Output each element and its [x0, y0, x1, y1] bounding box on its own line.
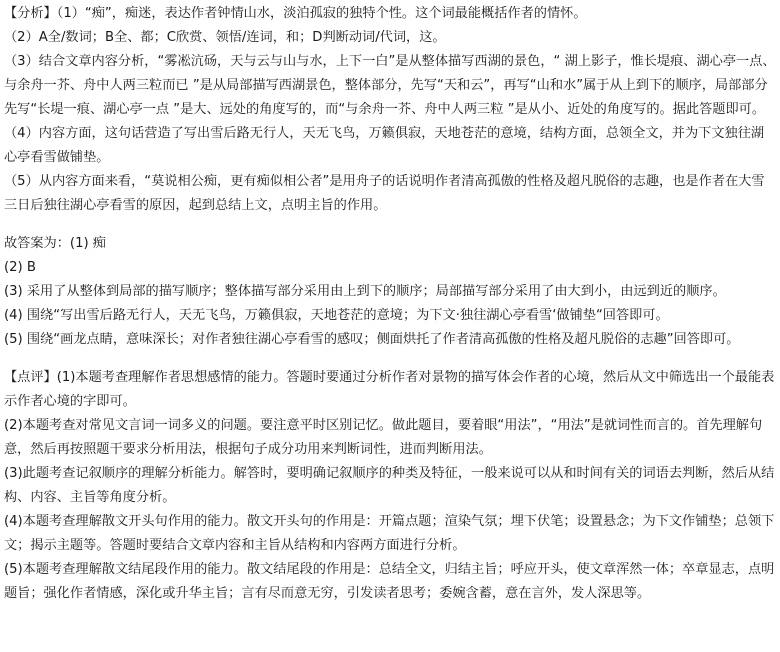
spacer — [4, 218, 776, 232]
comment-paragraph-2: (2)本题考查对常见文言词一词多义的问题。要注意平时区别记忆。做此题目，要着眼“用法”，“用法”是就词性而言的。首先理解句意，然后再按照题干要求分析用法，根据句子成分功用来判断词性，进而判断用法。 — [4, 418, 763, 457]
comment-paragraph-1: 【点评】(1)本题考查理解作者思想感情的能力。答题时要通过分析作者对景物的描写体会作者的心境，然后从文中筛选出一个最能表示作者心境的字即可。 — [4, 370, 775, 409]
answer-line-4: (4) 围绕“写出雪后路无行人，天无飞鸟，万籁俱寂，天地苍茫的意境；为下文·独往湖心亭看雪‘做铺垫“回答即可。 — [4, 308, 669, 323]
answer-line-2: (2) B — [4, 260, 36, 275]
comment-paragraph-3: (3)此题考查记叙顺序的理解分析能力。解答时，要明确记叙顺序的种类及特征，一般来说可以从和时间有关的词语去判断，然后从结构、内容、主旨等角度分析。 — [4, 466, 775, 505]
answers-section — [4, 232, 776, 352]
answer-line-5: (5) 围绕“画龙点睛，意味深长；对作者独往湖心亭看雪的感叹；侧面烘托了作者清高孤傲的性格及超凡脱俗的志趣”回答即可。 — [4, 332, 740, 347]
answer-line-1: 故答案为：(1) 痴 — [4, 236, 106, 251]
spacer — [4, 352, 776, 366]
analysis-section — [4, 2, 776, 218]
analysis-paragraph-3: （3）结合文章内容分析，“雾凇沆砀，天与云与山与水，上下一白”是从整体描写西湖的景色，“ 湖上影子，惟长堤痕、湖心亭一点、与余舟一芥、舟中人两三粒而已 ”是从局部描写西湖景色，整体部分，先写“天和云”，再写“山和水”属于从上到下的顺序，局部部分先写“长堤一痕、湖心亭一点 ”是大、远处的角度写的，而“与余舟一芥、舟中人两三粒 ”是从小、近处的角度写的。据此答题即可。 — [4, 54, 776, 117]
comment-paragraph-5: (5)本题考查理解散文结尾段作用的能力。散文结尾段的作用是：总结全文，归结主旨；呼应开头，使文章浑然一体；卒章显志，点明题旨；强化作者情感，深化或升华主旨；言有尽而意无穷，引发读者思考；委婉含蓄，意在言外，发人深思等。 — [4, 562, 775, 601]
answer-line-3: (3) 采用了从整体到局部的描写顺序；整体描写部分采用由上到下的顺序；局部描写部分采用了由大到小，由远到近的顺序。 — [4, 284, 726, 299]
analysis-paragraph-5: （5）从内容方面来看，“莫说相公痴，更有痴似相公者”是用舟子的话说明作者清高孤傲的性格及超凡脱俗的志趣，也是作者在大雪三日后独往湖心亭看雪的原因，起到总结上文，点明主旨的作用。 — [4, 174, 765, 213]
analysis-paragraph-1: 【分析】（1）“痴”，痴迷，表达作者钟情山水，淡泊孤寂的独特个性。这个词最能概括作者的情怀。 — [4, 6, 587, 21]
analysis-paragraph-4: （4）内容方面，这句话营造了写出雪后路无行人，天无飞鸟，万籁俱寂，天地苍茫的意境，结构方面，总领全文，并为下文独往湖心亭看雪做铺垫。 — [4, 126, 765, 165]
analysis-paragraph-2: （2）A全/数词；B全、都；C欣赏、领悟/连词，和；D判断动词/代词，这。 — [4, 30, 446, 45]
comment-paragraph-4: (4)本题考查理解散文开头句作用的能力。散文开头句的作用是：开篇点题；渲染气氛；埋下伏笔；设置悬念；为下文作铺垫；总领下文；揭示主题等。答题时要结合文章内容和主旨从结构和内容两方面进行分析。 — [4, 514, 775, 553]
comments-section — [4, 366, 776, 606]
